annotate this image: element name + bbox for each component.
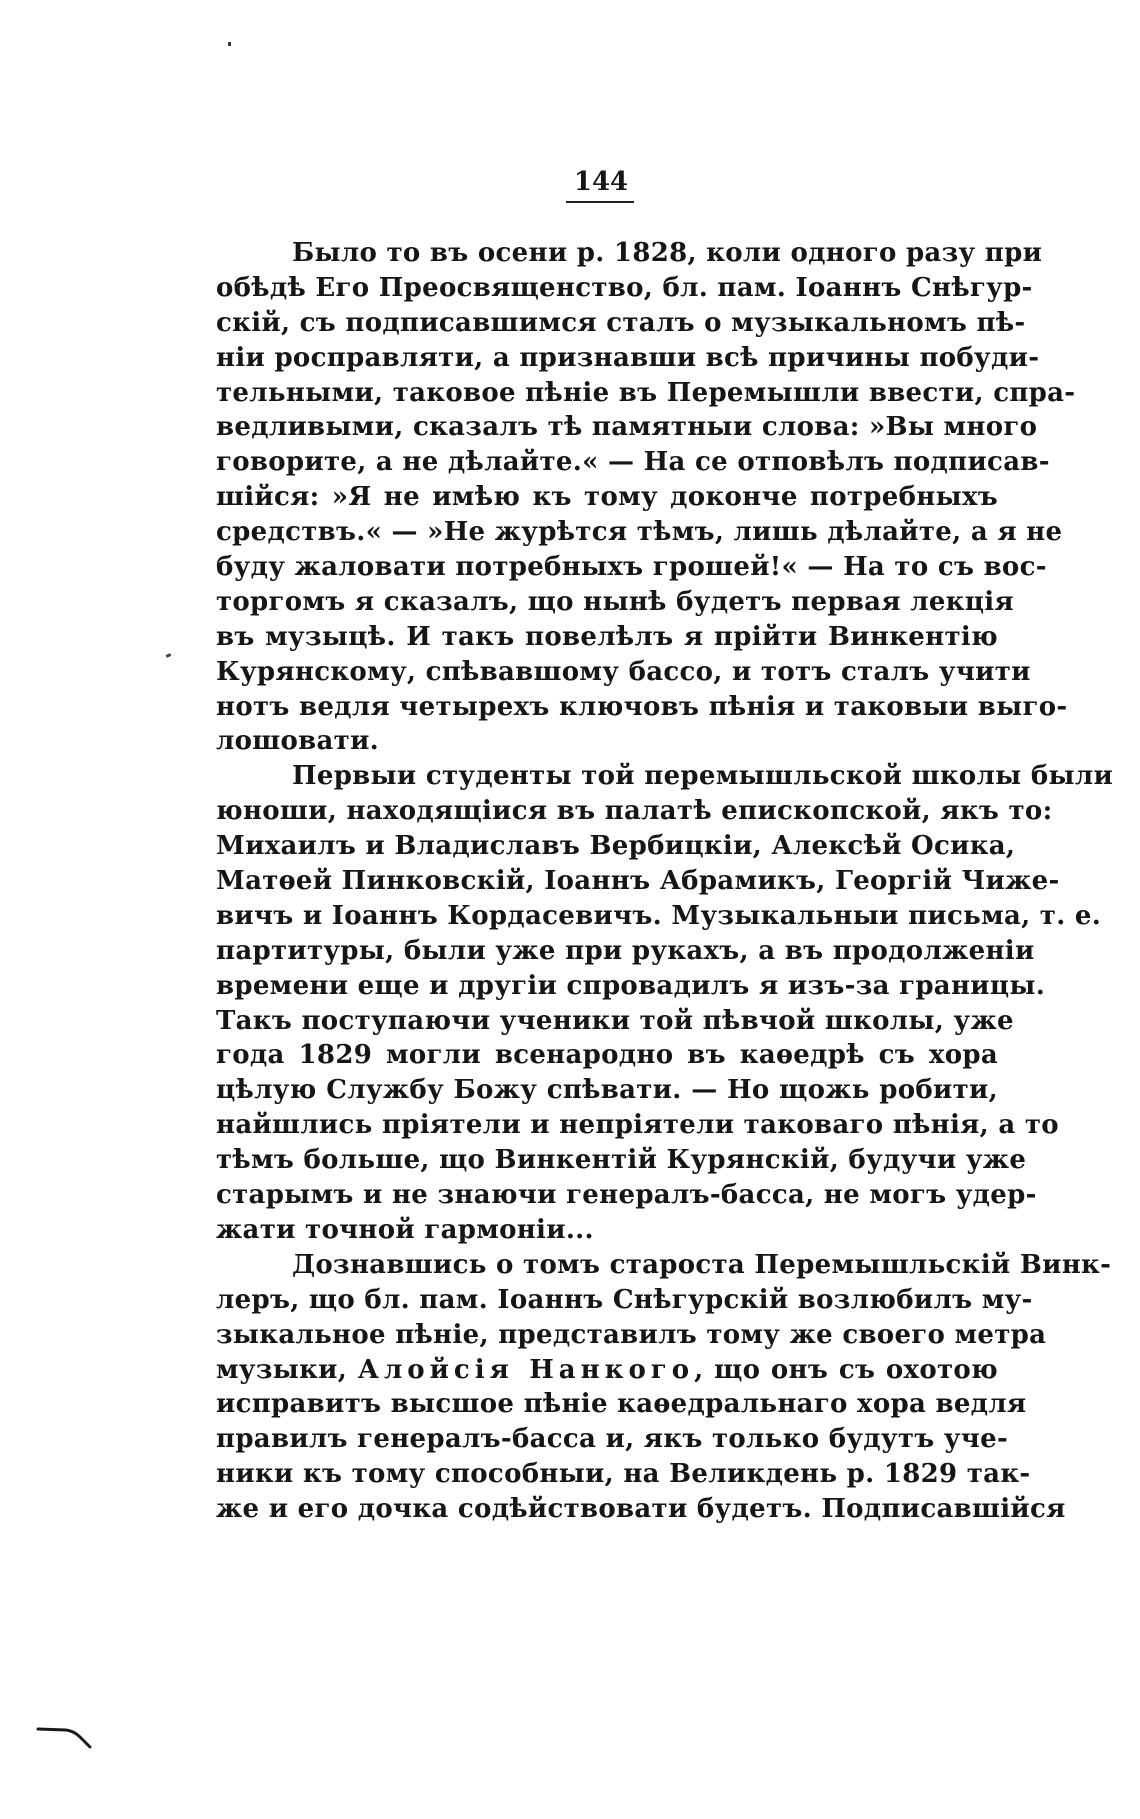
text-line: юноши, находящіися въ палатѣ епископской, якъ то: (216, 796, 1053, 827)
text-line: буду жаловати потребныхъ грошей!« — На то съ вос- (216, 552, 1047, 583)
pen-stroke-mark (36, 1723, 92, 1749)
text-segment: , що онъ съ охотою (694, 1354, 999, 1385)
text-line: Дознавшись о томъ староста Перемышльскій Винк- (292, 1249, 1112, 1280)
page-number-rule (566, 201, 634, 203)
text-line: тельными, таковое пѣніе въ Перемышли ввести, спра- (216, 377, 1076, 408)
text-line: найшлись пріятели и непріятели таковаго пѣнія, а то (216, 1110, 1059, 1141)
text-line: торгомъ я сказалъ, що нынѣ будетъ первая лекція (216, 586, 1014, 617)
text-line: партитуры, были уже при рукахъ, а въ продолженіи (216, 935, 1035, 966)
text-segment: музыки, (216, 1354, 358, 1385)
text-line: Михаилъ и Владиславъ Вербицкіи, Алексѣй Осика, (216, 831, 1016, 862)
text-line: ведливыми, сказалъ тѣ памятныи слова: »Вы много (216, 412, 1038, 443)
text-line: зыкальное пѣніе, представилъ тому же своего метра (216, 1319, 1047, 1350)
text-line: ніи росправляти, а признавши всѣ причины побуди- (216, 342, 1040, 373)
text-line: шійся: »Я не имѣю къ тому доконче потребныхъ (216, 482, 998, 513)
text-line: обѣдѣ Его Преосвященство, бл. пам. Іоаннъ Снѣгур- (216, 272, 1033, 303)
text-line: ники къ тому способныи, на Великдень р. 1829 так- (216, 1459, 1031, 1490)
text-line: скій, съ подписавшимся сталъ о музыкальномъ пѣ- (216, 307, 1026, 338)
margin-dot-mark (166, 653, 172, 658)
top-dot-mark (228, 42, 231, 46)
text-line: времени еще и другіи спровадилъ я изъ-за границы. (216, 970, 1046, 1001)
page-number: 144 (573, 167, 629, 197)
text-line (216, 1353, 998, 1388)
text-line: въ музыцѣ. И такъ повелѣлъ я прійти Винкентію (216, 621, 998, 652)
text-line: жати точной гармоніи... (216, 1214, 594, 1245)
text-line: Такъ поступаючи ученики той пѣвчой школы, уже (216, 1005, 1014, 1036)
text-line: Матѳей Пинковскій, Іоаннъ Абрамикъ, Георгій Чиже- (216, 866, 1060, 897)
text-line: цѣлую Службу Божу спѣвати. — Но щожь робити, (216, 1075, 998, 1106)
text-line: леръ, що бл. пам. Іоаннъ Снѣгурскій возлюбилъ му- (216, 1284, 1033, 1315)
text-line: вичъ и Іоаннъ Кордасевичъ. Музыкальныи письма, т. е. (216, 900, 1102, 931)
text-line: нотъ ведля четырехъ ключовъ пѣнія и таковыи выго- (216, 691, 1068, 722)
text-line: говорите, а не дѣлайте.« — На се отповѣлъ подписав- (216, 447, 1050, 478)
text-line: Курянскому, спѣвавшому бассо, и тотъ сталъ учити (216, 656, 1031, 687)
text-line: средствъ.« — »Не журѣтся тѣмъ, лишь дѣлайте, а я не (216, 517, 1063, 548)
spaced-name: Алойсія Нанкого (357, 1354, 695, 1385)
text-line: тѣмъ больше, що Винкентій Курянскій, будучи уже (216, 1145, 1027, 1176)
text-line: старымъ и не знаючи генералъ-басса, не могъ удер- (216, 1180, 1037, 1211)
text-line: исправитъ высшое пѣніе каѳедральнаго хора ведля (216, 1389, 1027, 1420)
text-line: правилъ генералъ-басса и, якъ только будутъ уче- (216, 1424, 1009, 1455)
body-text (216, 236, 1114, 1527)
text-line: года 1829 могли всенародно въ каѳедрѣ съ хора (216, 1040, 998, 1071)
text-line: же и его дочка содѣйствовати будетъ. Подписавшійся (216, 1494, 1066, 1525)
text-line: лошовати. (216, 726, 380, 757)
text-line: Было то въ осени р. 1828, коли одного разу при (292, 238, 1043, 268)
text-line: Первыи студенты той перемышльской школы были (292, 761, 1114, 792)
